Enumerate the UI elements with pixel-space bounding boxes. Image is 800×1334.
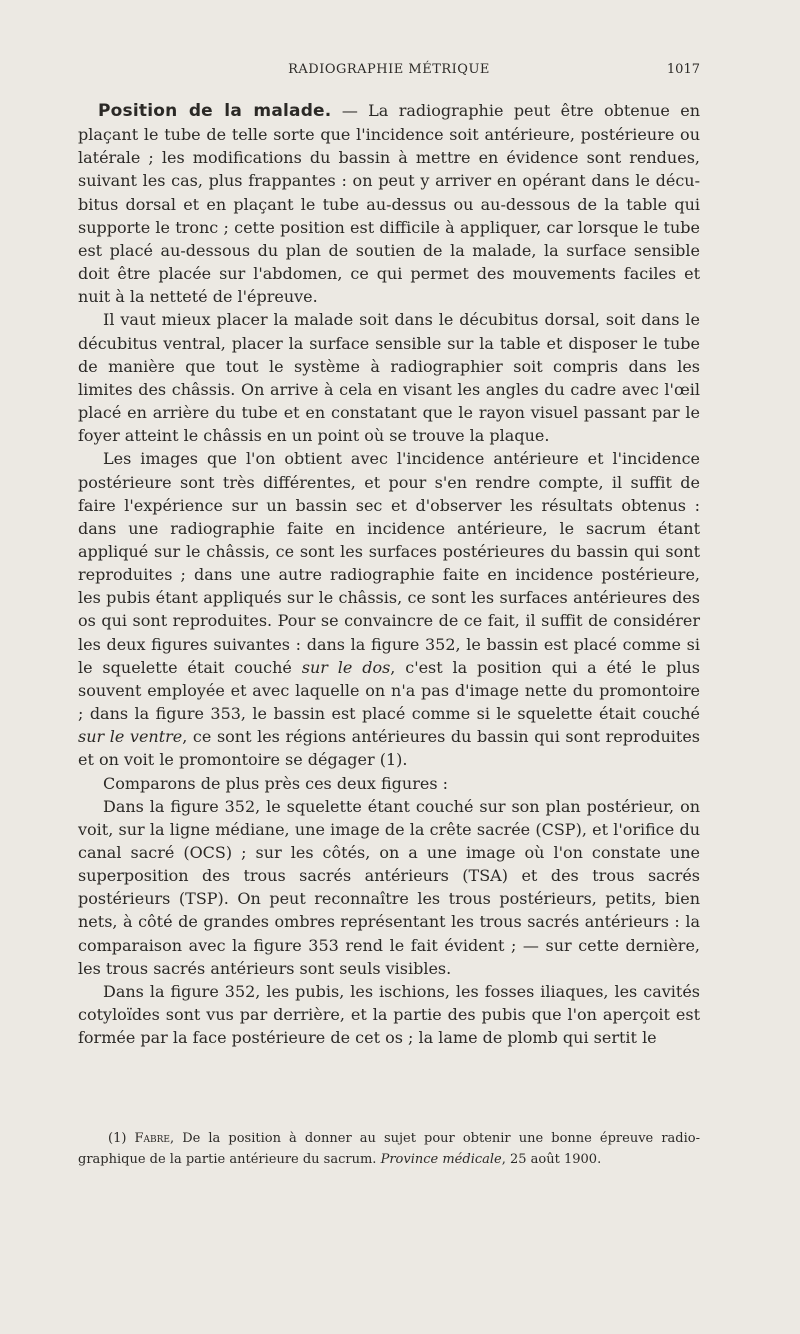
emphasis-text: sur le dos — [301, 657, 391, 677]
body-text — [78, 99, 700, 1049]
section-lead: Position de la malade. — [98, 101, 332, 121]
footnote — [78, 1128, 700, 1170]
paragraph-position — [78, 99, 700, 308]
paragraph-text: , c'est la position qui a été le plus souvent employée et avec laquelle on n'a pas d'image nette du promontoire ; dans la figure 353, le bassin est placé comme si le squelette était couché — [78, 657, 701, 724]
page-number: 1017 — [666, 62, 700, 77]
footnote-author: Fabre — [134, 1131, 170, 1146]
paragraph-images — [78, 447, 700, 771]
footnote-marker: (1) — [108, 1131, 135, 1146]
footnote-text: , De la position à donner au sujet pour obtenir une bonne épreuve radiographique de la partie antérieure du sacrum. — [78, 1131, 701, 1167]
paragraph-figure-352: Dans la figure 352, le squelette étant couché sur son plan postérieur, on voit, sur la ligne médiane, une image de la crête sacrée (CSP), et l'orifice du canal sacré (OCS) ; sur les côtés, on a une image où l'on constate une superposition des trous sacrés antérieurs (TSA) et des trous sacrés postérieurs (TSP). On peut reconnaître les trous postérieurs, petits, bien nets, à côté de grandes ombres représentant les trous sacrés antérieurs : la comparaison avec la figure 353 rend le fait évident ; — sur cette dernière, les trous sacrés antérieurs sont seuls visibles. — [78, 796, 700, 978]
paragraph-text: — La radiographie peut être obtenue en plaçant le tube de telle sorte que l'incidence soit antérieure, postérieure ou latérale ; les modifications du bassin à mettre en évidence sont rendues, suivant les cas, plus frappantes : on peut y arriver en opérant dans le décubitus dorsal et en plaçant le tube au-dessus ou au-dessous de la table qui supporte le tronc ; cette position est difficile à appliquer, car lorsque le tube est placé au-dessous du plan de soutien de la malade, la surface sensible doit être placée sur l'abdomen, ce qui permet des mouvements faciles et nuit à la netteté de l'épreuve. — [78, 101, 700, 307]
paragraph-text: , ce sont les régions antérieures du bassin qui sont reproduites et on voit le promontoire se dégager (1). — [78, 727, 700, 770]
running-title: RADIOGRAPHIE MÉTRIQUE — [288, 62, 490, 77]
emphasis-text: sur le ventre — [78, 727, 183, 747]
paragraph-decubitus: Il vaut mieux placer la malade soit dans le décubitus dorsal, soit dans le décubitus ventral, placer la surface sensible sur la table et disposer le tube de manière que tout le système à radiographier soit compris dans les limites des châssis. On arrive à cela en visant les angles du cadre avec l'œil placé en arrière du tube et en constatant que le rayon visuel passant par le foyer atteint le châssis en un point où se trouve la plaque. — [78, 310, 700, 446]
paragraph-pubis: Dans la figure 352, les pubis, les ischions, les fosses iliaques, les cavités cotyloïdes sont vus par derrière, et la partie des pubis que l'on aperçoit est formée par la face postérieure de cet os ; la lame de plomb qui sertit le — [78, 981, 700, 1048]
page-header — [78, 62, 700, 84]
footnote-date: , 25 août 1900. — [501, 1152, 602, 1167]
paragraph-compare: Comparons de plus près ces deux figures : — [103, 773, 448, 793]
footnote-journal: Province médicale — [380, 1152, 502, 1167]
paragraph-text: Les images que l'on obtient avec l'incidence antérieure et l'incidence postérieure sont très différentes, et pour s'en rendre compte, il suffit de faire l'expérience sur un bassin sec et d'observer les résultats obtenus : dans une radiographie faite en incidence antérieure, le sacrum étant appliqué sur le châssis, ce sont les surfaces postérieures du bassin qui sont reproduites ; dans une autre radiographie faite en incidence postérieure, les pubis étant appliqués sur le châssis, ce sont les surfaces antérieures des os qui sont reproduites. Pour se convaincre de ce fait, il suffit de considérer les deux figures suivantes : dans la figure 352, le bassin est placé comme si le squelette était couché — [78, 449, 700, 677]
